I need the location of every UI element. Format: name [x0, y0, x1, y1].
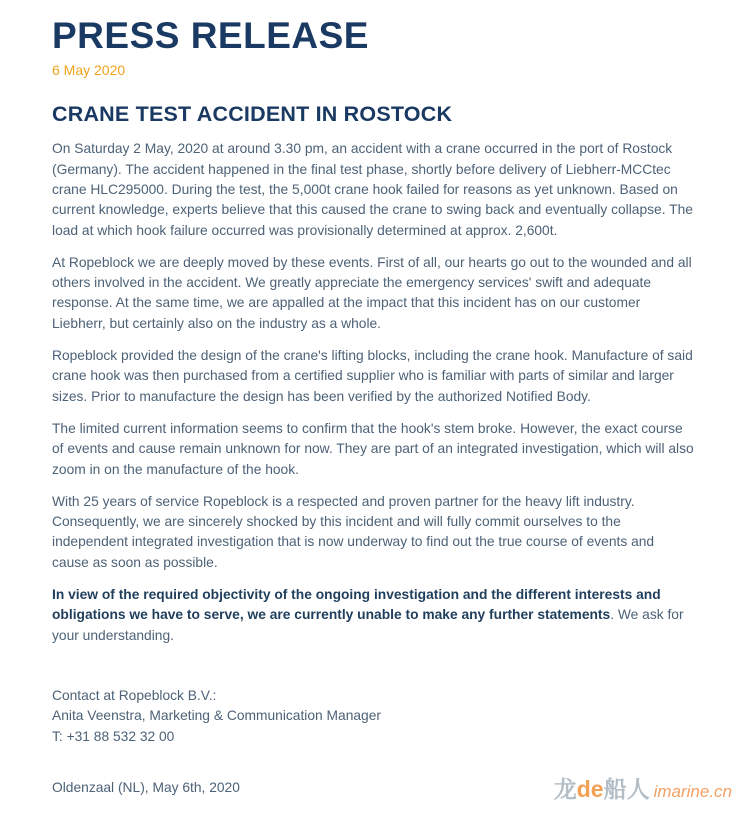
contact-phone: T: +31 88 532 32 00 — [52, 728, 175, 744]
statement-bold-text: In view of the required objectivity of the ongoing investigation and the different interests and obligations we have to serve, we are currently unable to make any further statements — [52, 587, 661, 623]
watermark-dragon-character: 龙 — [553, 776, 577, 802]
paragraph-accident-description: On Saturday 2 May, 2020 at around 3.30 pm, an accident with a crane occurred in the port of Rostock (Germany). The accident happened in the final test phase, shortly before delivery of Liebherr-MCCtec crane HLC295000. During the test, the 5,000t crane hook failed for reasons as yet unknown. Based on current knowledge, experts believe that this caused the crane to swing back and eventually collapse. The load at which hook failure occurred was provisionally determined at approx. 2,600t. — [52, 141, 693, 238]
contact-person: Anita Veenstra, Marketing & Communication Manager — [52, 708, 381, 724]
imarine-watermark-logo — [554, 771, 732, 804]
headline: CRANE TEST ACCIDENT IN ROSTOCK — [52, 102, 453, 127]
paragraph-commitment: With 25 years of service Ropeblock is a respected and proven partner for the heavy lift industry. Consequently, we are sincerely shocked by this incident and will fully commit ourselves to the independent integrated investigation that is now underway to find out the true course of events and cause as soon as possible. — [52, 493, 655, 570]
contact-heading: Contact at Ropeblock B.V.: — [52, 687, 217, 703]
paragraph-design-origin: Ropeblock provided the design of the crane's lifting blocks, including the crane hook. Manufacture of said crane hook was then purchased from a certified supplier who is familiar with parts of similar and larger sizes. Prior to manufacture the design has been verified by the authorized Notified Body. — [52, 348, 693, 404]
watermark-site-text: imarine.cn — [653, 782, 732, 801]
watermark-de-text: de — [576, 776, 604, 802]
paragraph-statement — [52, 585, 694, 646]
paragraph-current-information: The limited current information seems to confirm that the hook's stem broke. However, the exact course of events and cause remain unknown for now. They are part of an integrated investigation, which will also zoom in on the manufacture of the hook. — [52, 420, 694, 477]
paragraph-ropeblock-reaction: At Ropeblock we are deeply moved by these events. First of all, our hearts go out to the wounded and all others involved in the accident. We greatly appreciate the emergency services' swift and adequate response. At the same time, we are appalled at the impact that this incident has on our customer Liebherr, but certainly also on the industry as a whole. — [52, 254, 692, 331]
release-date: 6 May 2020 — [52, 62, 126, 79]
page-title: PRESS RELEASE — [52, 15, 369, 56]
watermark-boatman-characters: 船人 — [603, 776, 650, 802]
place-date-line: Oldenzaal (NL), May 6th, 2020 — [52, 779, 240, 795]
statement-regular-text: . We ask for your understanding. — [52, 607, 684, 643]
contact-block — [52, 686, 692, 747]
body-text — [52, 139, 692, 646]
